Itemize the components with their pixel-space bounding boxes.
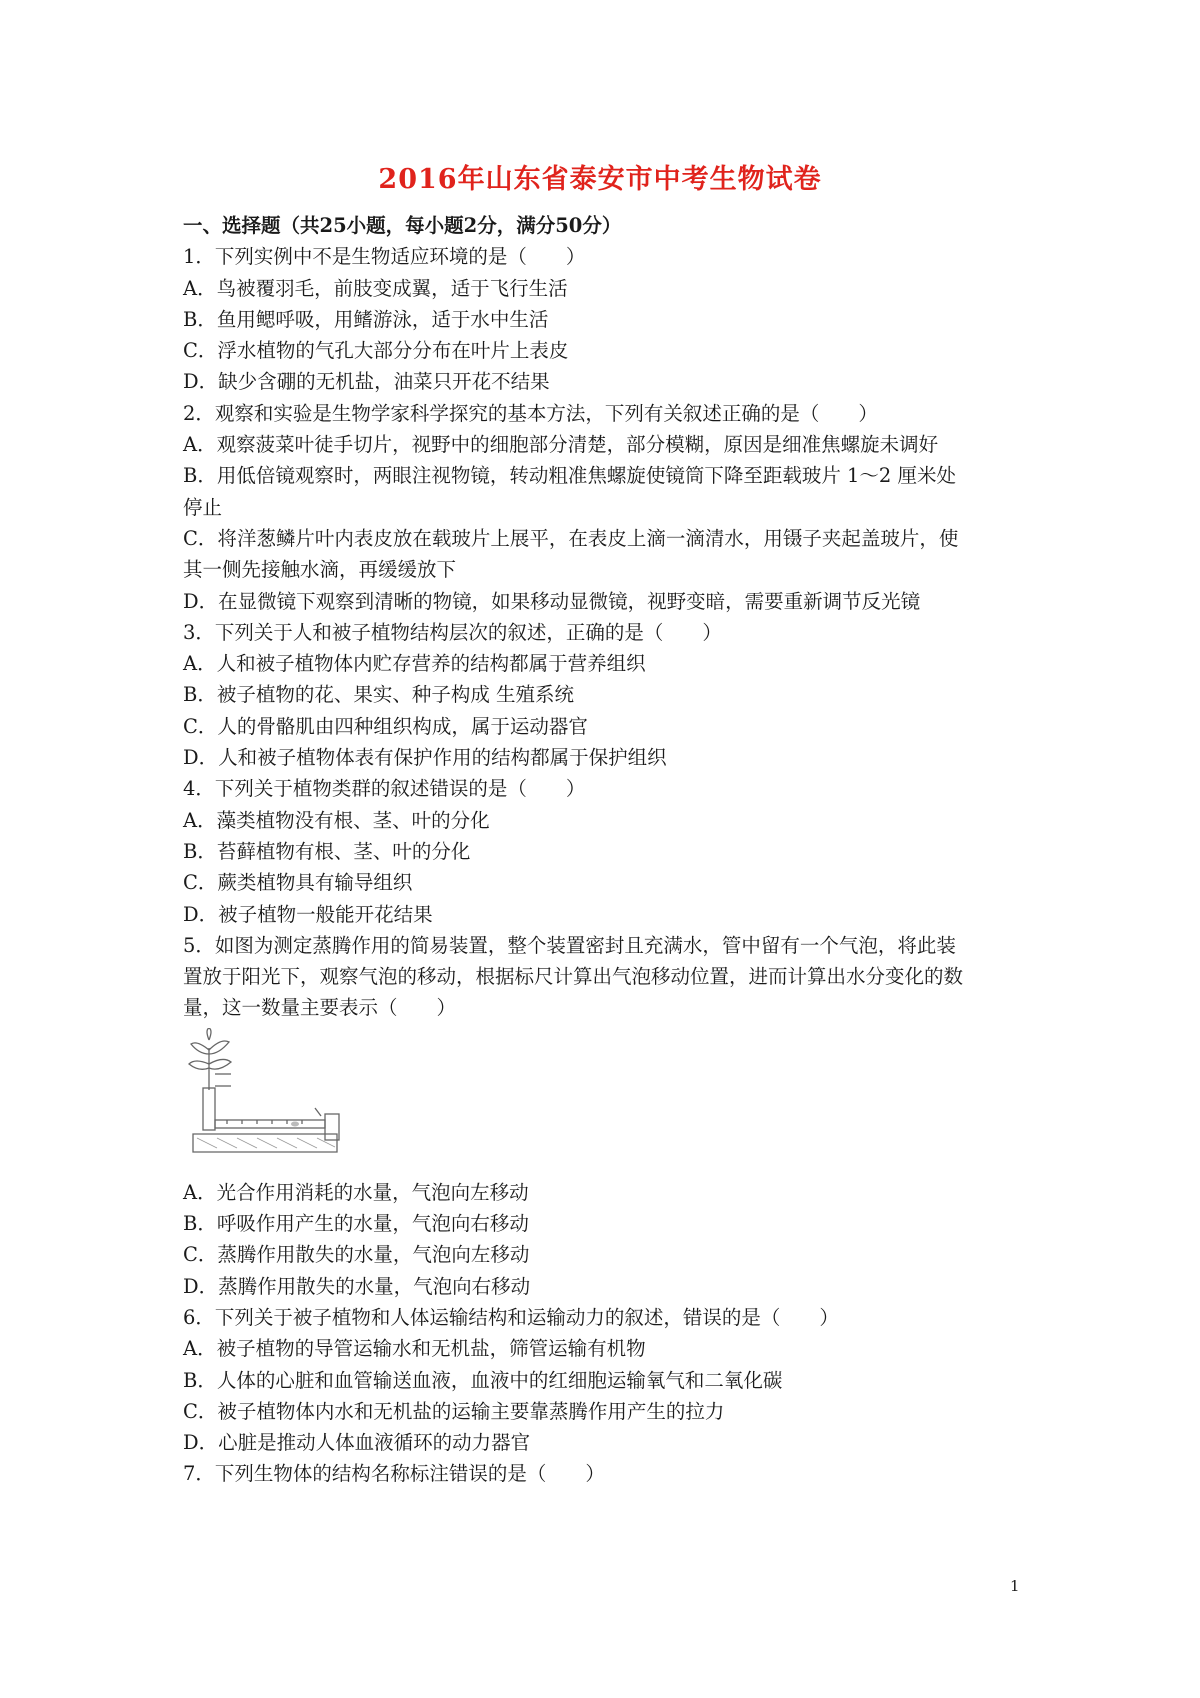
question-7-stem: 7．下列生物体的结构名称标注错误的是（ ） (183, 1462, 605, 1486)
question-6-option-b: B．人体的心脏和血管输送血液，血液中的红细胞运输氧气和二氧化碳 (183, 1368, 783, 1392)
question-2-option-c-line2: 其一侧先接触水滴，再缓缓放下 (183, 558, 457, 582)
question-2-option-c-line1: C．将洋葱鳞片叶内表皮放在载玻片上展平，在表皮上滴一滴清水，用镊子夹起盖玻片，使 (183, 526, 959, 550)
question-1-option-d: D．缺少含硼的无机盐，油菜只开花不结果 (183, 370, 550, 394)
question-5-stem-line2: 置放于阳光下，观察气泡的移动，根据标尺计算出气泡移动位置，进而计算出水分变化的数 (183, 965, 964, 989)
question-4-option-d: D．被子植物一般能开花结果 (183, 902, 433, 926)
question-6-option-d: D．心脏是推动人体血液循环的动力器官 (183, 1431, 531, 1455)
question-2-option-b-line2: 停止 (183, 495, 223, 519)
question-4-option-b: B．苔藓植物有根、茎、叶的分化 (183, 839, 471, 863)
question-2-option-a: A．观察菠菜叶徒手切片，视野中的细胞部分清楚，部分模糊，原因是细准焦螺旋未调好 (183, 433, 939, 457)
question-3-stem: 3．下列关于人和被子植物结构层次的叙述，正确的是（ ） (183, 620, 722, 644)
question-2-stem: 2．观察和实验是生物学家科学探究的基本方法，下列有关叙述正确的是（ ） (183, 401, 878, 425)
question-5-option-b: B．呼吸作用产生的水量，气泡向右移动 (183, 1212, 529, 1236)
question-6-stem: 6．下列关于被子植物和人体运输结构和运输动力的叙述，错误的是（ ） (183, 1305, 839, 1329)
question-1-option-a: A．鸟被覆羽毛，前肢变成翼，适于飞行生活 (183, 276, 568, 300)
question-4-option-c: C．蕨类植物具有输导组织 (183, 871, 413, 895)
page-number: 1 (1010, 1577, 1020, 1595)
section-heading: 一、选择题（共25小题，每小题2分，满分50分） (183, 214, 622, 237)
question-5-option-c: C．蒸腾作用散失的水量，气泡向左移动 (183, 1243, 530, 1267)
question-6-option-a: A．被子植物的导管运输水和无机盐，筛管运输有机物 (183, 1337, 646, 1361)
question-3-option-c: C．人的骨骼肌由四种组织构成，属于运动器官 (183, 714, 588, 738)
question-5-stem-line1: 5．如图为测定蒸腾作用的简易装置，整个装置密封且充满水，管中留有一个气泡，将此装 (183, 933, 956, 957)
question-5-stem-line3: 量，这一数量主要表示（ ） (183, 996, 457, 1020)
exam-title: 2016年山东省泰安市中考生物试卷 (378, 164, 822, 195)
question-2-option-b-line1: B．用低倍镜观察时，两眼注视物镜，转动粗准焦螺旋使镜筒下降至距载玻片 1～2 厘米处 (183, 464, 957, 488)
question-list (183, 210, 1033, 1490)
question-3-option-a: A．人和被子植物体内贮存营养的结构都属于营养组织 (183, 652, 646, 676)
question-2-option-d: D．在显微镜下观察到清晰的物镜，如果移动显微镜，视野变暗，需要重新调节反光镜 (183, 589, 921, 613)
question-4-option-a: A．藻类植物没有根、茎、叶的分化 (183, 808, 490, 832)
question-1-stem: 1．下列实例中不是生物适应环境的是（ ） (183, 245, 586, 269)
question-3-option-b: B．被子植物的花、果实、种子构成 生殖系统 (183, 683, 575, 707)
question-1-option-b: B．鱼用鳃呼吸，用鳍游泳，适于水中生活 (183, 307, 549, 331)
question-5-option-a: A．光合作用消耗的水量，气泡向左移动 (183, 1180, 529, 1204)
question-5-option-d: D．蒸腾作用散失的水量，气泡向右移动 (183, 1274, 531, 1298)
question-3-option-d: D．人和被子植物体表有保护作用的结构都属于保护组织 (183, 746, 667, 770)
question-4-stem: 4．下列关于植物类群的叙述错误的是（ ） (183, 777, 586, 801)
transpiration-apparatus-figure (187, 1028, 357, 1163)
question-1-option-c: C．浮水植物的气孔大部分分布在叶片上表皮 (183, 339, 569, 363)
question-6-option-c: C．被子植物体内水和无机盐的运输主要靠蒸腾作用产生的拉力 (183, 1399, 725, 1423)
